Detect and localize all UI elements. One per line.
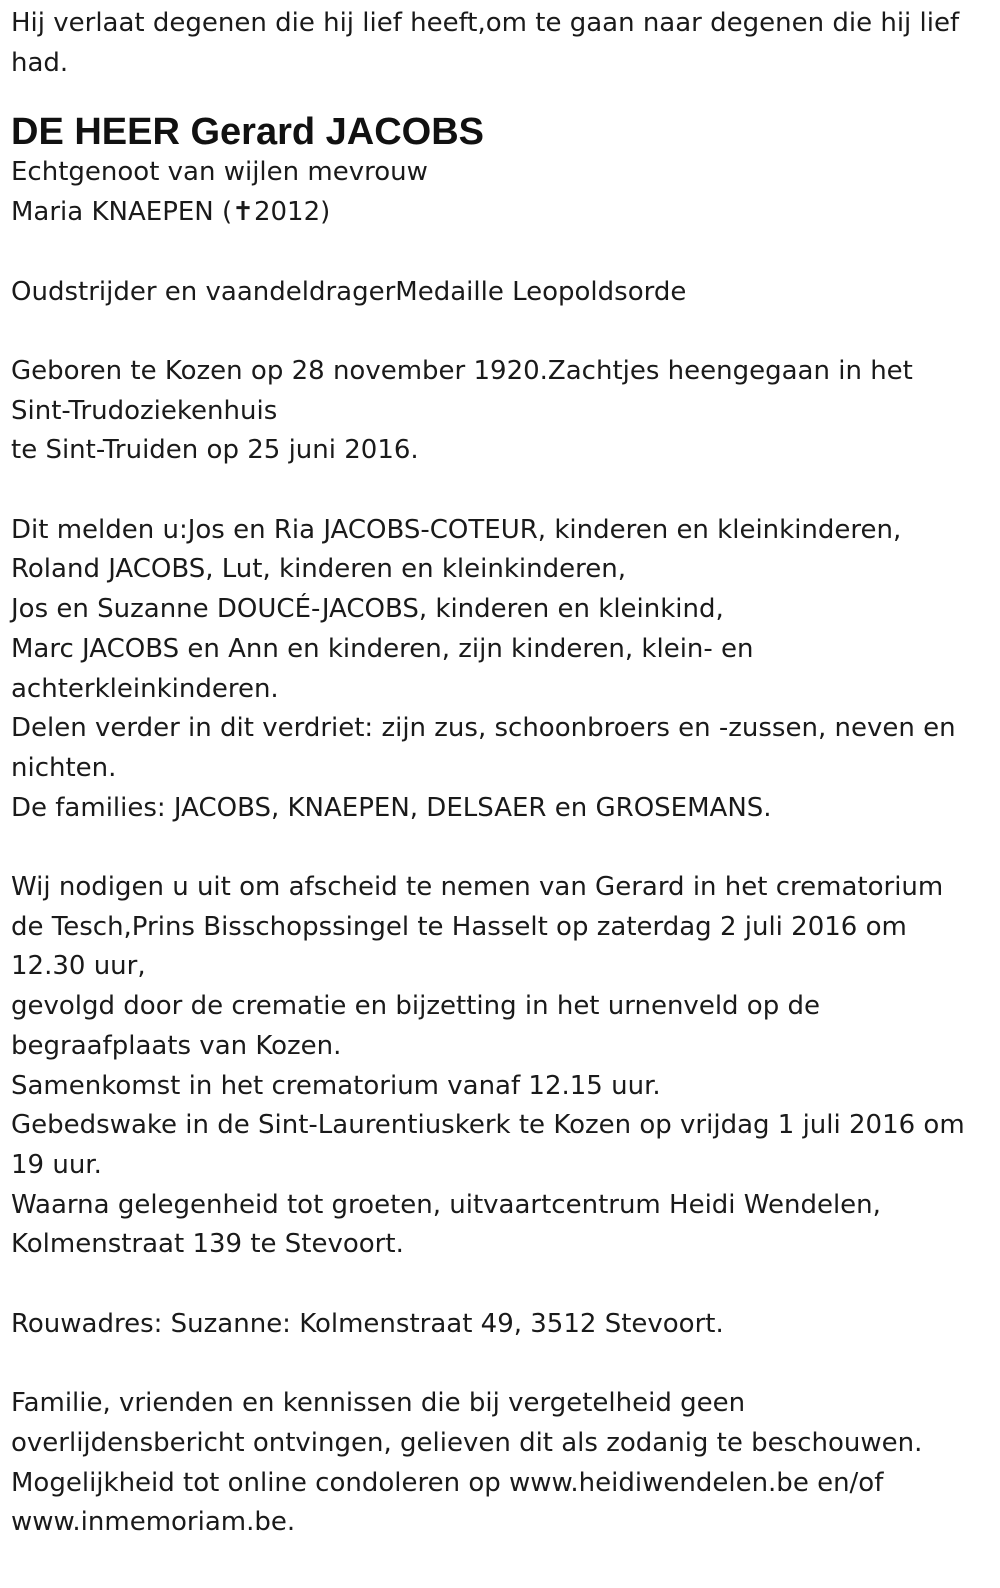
ceremony-line: 19 uur. [11,1149,102,1180]
ceremony-section [11,868,972,1265]
birth-death-section [11,352,972,471]
closing-line: Familie, vrienden en kennissen die bij vergetelheid geen [11,1388,746,1419]
closing-line: Mogelijkheid tot online condoleren op www.heidiwendelen.be en/of [11,1467,884,1498]
ceremony-line: 12.30 uur, [11,951,146,982]
spouse-line: Maria KNAEPEN (✝2012) [11,197,331,228]
family-line: Roland JACOBS, Lut, kinderen en kleinkinderen, [11,554,626,585]
ceremony-line: Wij nodigen u uit om afscheid te nemen van Gerard in het crematorium [11,872,944,902]
family-line: achterkleinkinderen. [11,673,279,704]
deceased-name-heading: DE HEER Gerard JACOBS [11,111,485,154]
closing-line: www.inmemoriam.be. [11,1507,296,1538]
ceremony-line: Samenkomst in het crematorium vanaf 12.15 uur. [11,1070,661,1101]
paragraph-spacer [11,233,972,273]
ceremony-line: Gebedswake in de Sint-Laurentiuskerk te Kozen op vrijdag 1 juli 2016 om [11,1110,965,1141]
paragraph-spacer [11,471,972,511]
family-line: Delen verder in dit verdriet: zijn zus, schoonbroers en -zussen, neven en [11,713,956,744]
address-line: Rouwadres: Suzanne: Kolmenstraat 49, 3512 Stevoort. [11,1308,724,1339]
ceremony-line: Waarna gelegenheid tot groeten, uitvaartcentrum Heidi Wendelen, [11,1189,881,1220]
paragraph-spacer [11,1344,972,1384]
obituary-document [0,4,1000,1588]
birth-death-line: Sint-Trudoziekenhuis [11,395,278,426]
birth-death-line: Geboren te Kozen op 28 november 1920.Zachtjes heengegaan in het [11,355,913,386]
intro-line: had. [11,47,69,78]
ceremony-line: de Tesch,Prins Bisschopssingel te Hasselt op zaterdag 2 juli 2016 om [11,911,907,942]
ceremony-line: begraafplaats van Kozen. [11,1030,342,1061]
family-line: De families: JACOBS, KNAEPEN, DELSAER en GROSEMANS. [11,792,772,823]
distinctions-section [11,273,972,313]
family-line: nichten. [11,752,117,783]
spouse-section [11,153,972,232]
closing-section [11,1384,972,1543]
spouse-line: Echtgenoot van wijlen mevrouw [11,157,428,188]
closing-line: overlijdensbericht ontvingen, gelieven dit als zodanig te beschouwen. [11,1427,923,1458]
paragraph-spacer [11,1265,972,1305]
address-section [11,1305,972,1345]
family-line: Dit melden u:Jos en Ria JACOBS-COTEUR, kinderen en kleinkinderen, [11,514,902,545]
ceremony-line: gevolgd door de crematie en bijzetting in het urnenveld op de [11,991,820,1022]
birth-death-line: te Sint-Truiden op 25 juni 2016. [11,435,419,466]
paragraph-spacer [11,312,972,352]
paragraph-spacer [11,828,972,868]
family-section [11,511,972,829]
distinctions-line: Oudstrijder en vaandeldragerMedaille Leopoldsorde [11,276,687,307]
intro-quote [11,4,972,83]
family-line: Marc JACOBS en Ann en kinderen, zijn kinderen, klein- en [11,633,754,664]
family-line: Jos en Suzanne DOUCÉ-JACOBS, kinderen en kleinkind, [11,594,724,625]
intro-line: Hij verlaat degenen die hij lief heeft,om te gaan naar degenen die hij lief [11,8,960,38]
ceremony-line: Kolmenstraat 139 te Stevoort. [11,1229,404,1260]
